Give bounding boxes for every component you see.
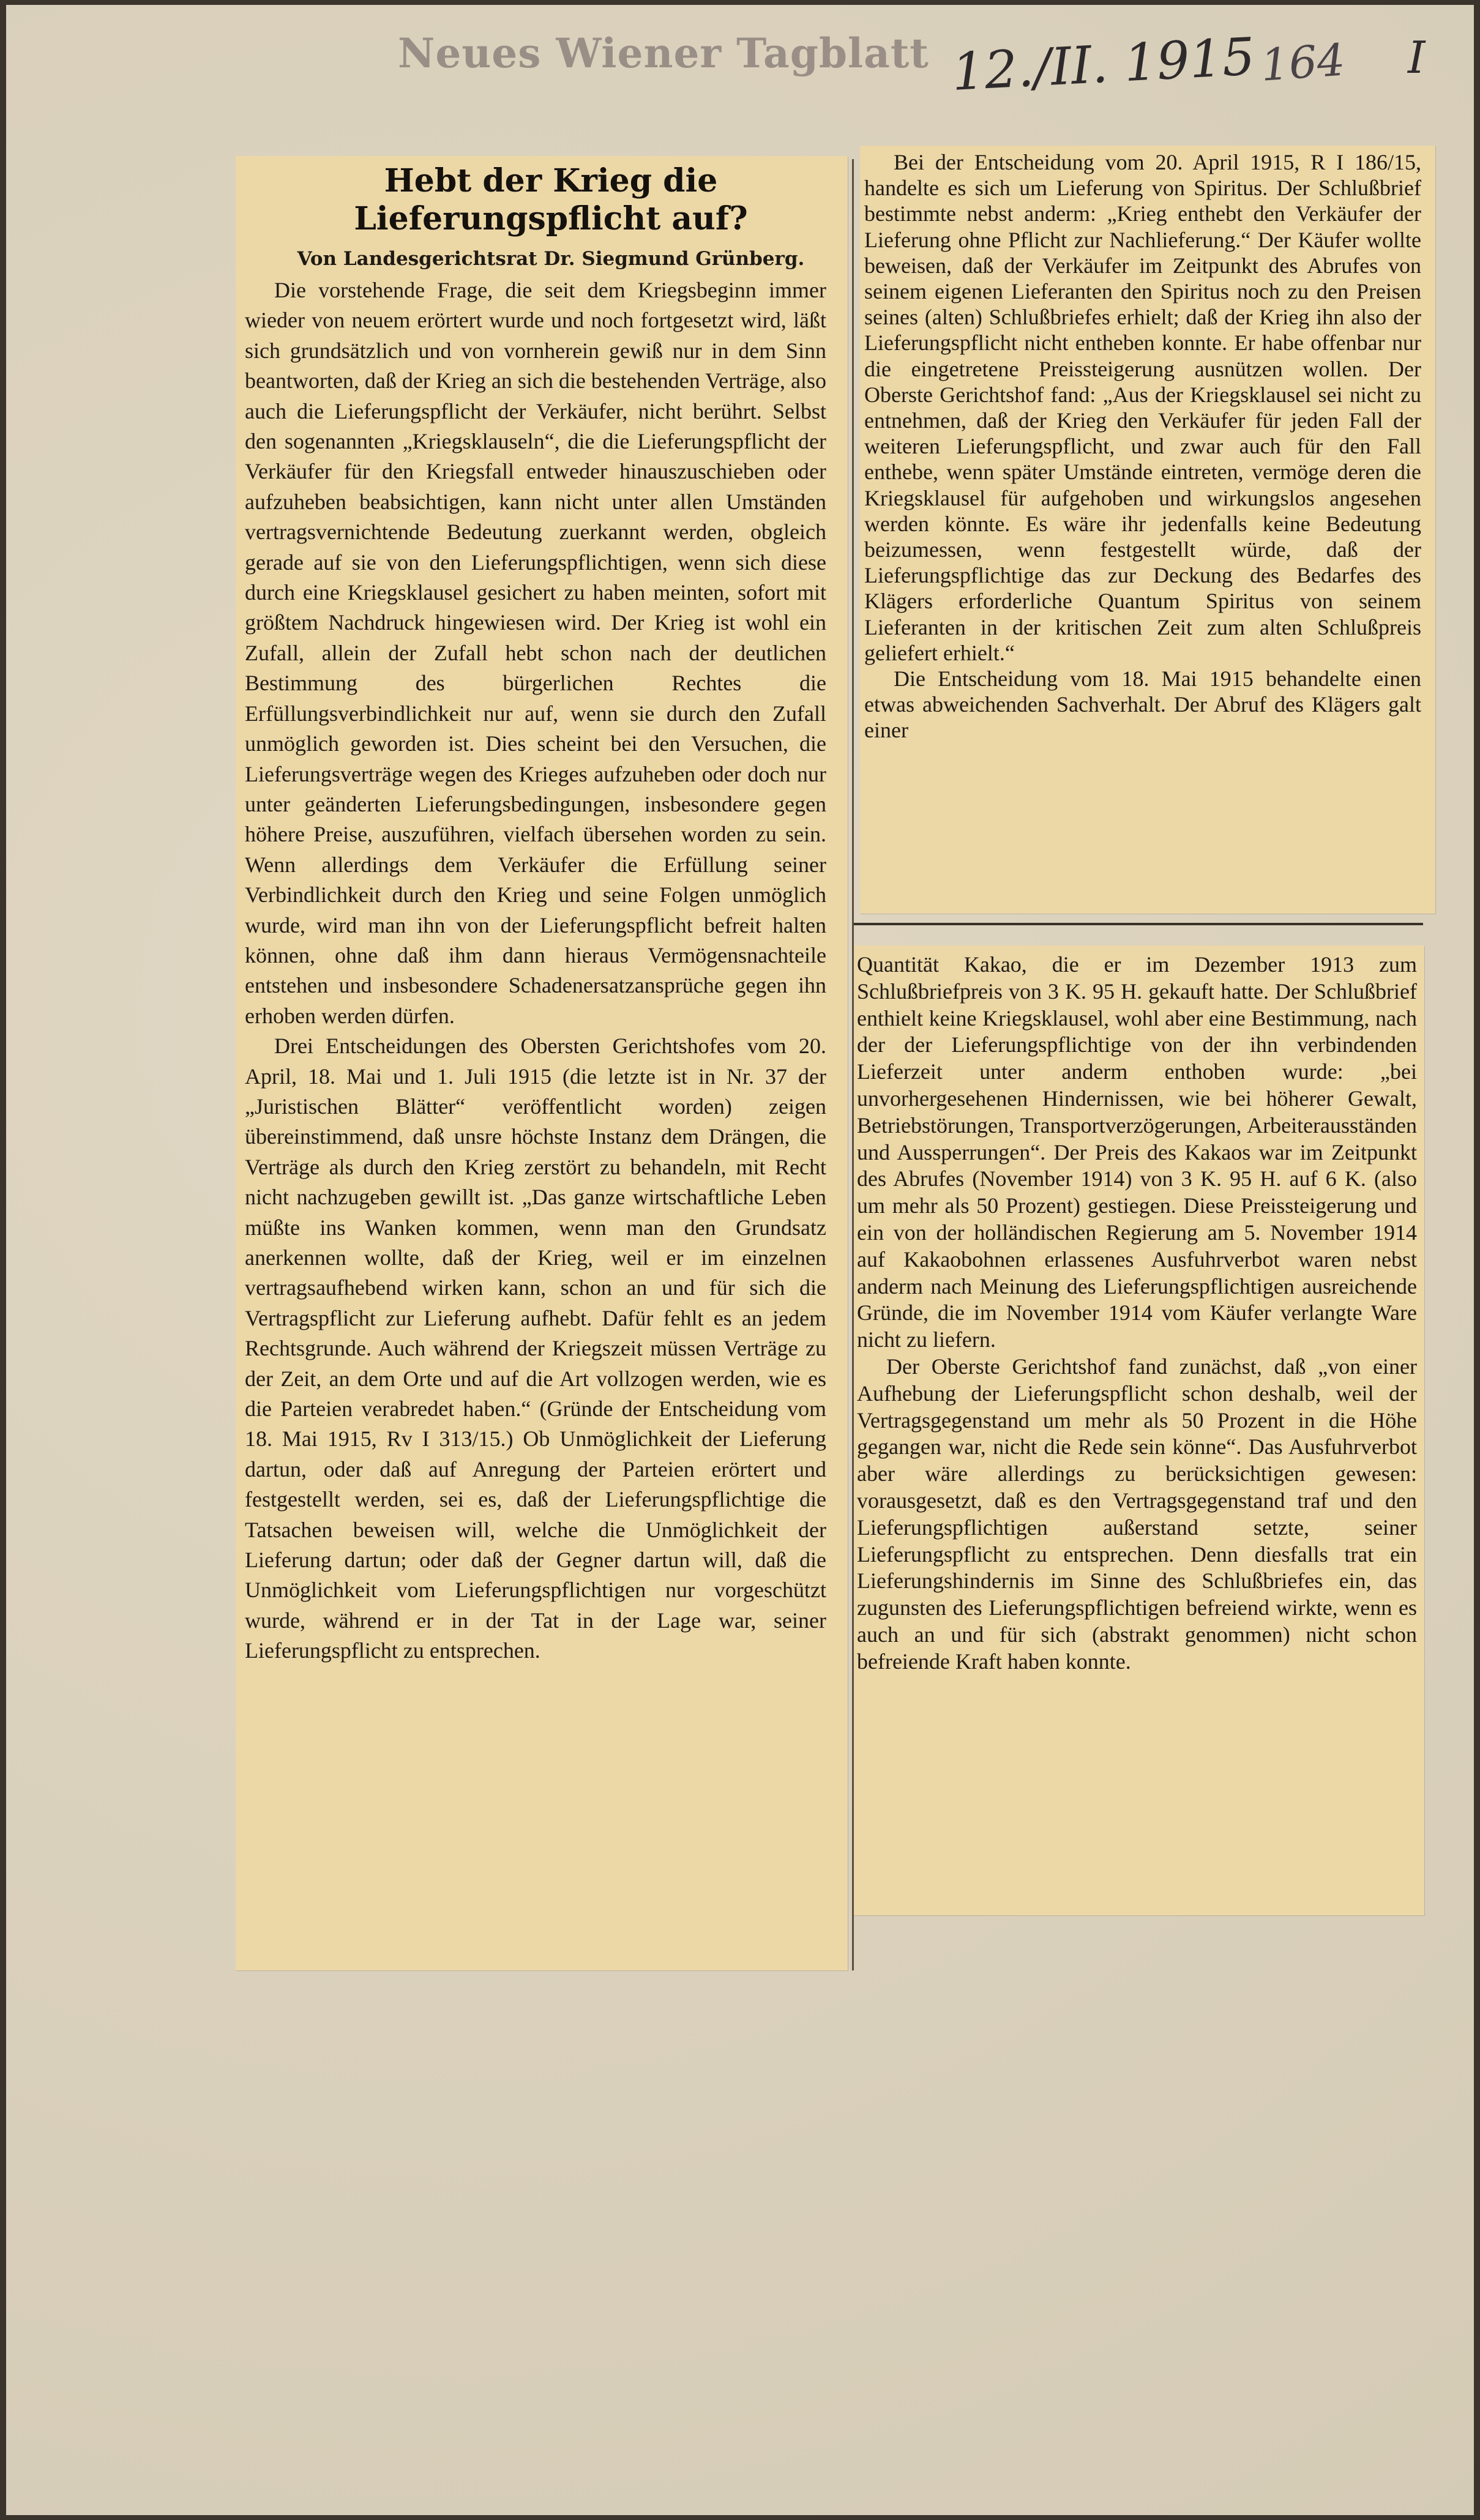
paragraph: Der Oberste Gerichtshof fand zunächst, daß „von einer Aufhebung der Lieferungspflicht schon deshalb, weil der Vertragsgegenstand um mehr als 50 Prozent in die Höhe gegangen war, nicht die Rede sein könne“. Das Ausfuhrverbot aber wäre allerdings zu berücksichtigen gewesen: vorausgesetzt, daß es den Vertragsgegenstand traf und den Lieferungspflichtigen außerstand setzte, seiner Lieferungspflicht zu entsprechen. Denn diesfalls trat ein Lieferungshindernis im Sinne des Schlußbriefes ein, das zugunsten des Lieferungspflichtigen befreiend wirkte, wenn es auch an und für sich (abstrakt genommen) nicht schon befreiende Kraft haben konnte. [857,1354,1417,1674]
newspaper-name-stamp: Neues Wiener Tagblatt [398,29,929,77]
article-right-bottom-column [857,952,1417,1676]
paragraph: Drei Entscheidungen des Obersten Gerichtshofes vom 20. April, 18. Mai und 1. Juli 1915 (die letzte ist in Nr. 37 der „Juristischen Blätter“ veröffentlicht worden) zeigen übereinstimmend, daß unsre höchste Instanz dem Drängen, die Verträge als durch den Krieg zerstört zu behandeln, mit Recht nicht nachzugeben gewillt ist. „Das ganze wirtschaftliche Leben müßte ins Wanken kommen, wenn man den Grundsatz anerkennen wollte, daß der Krieg, weil er im einzelnen vertragsaufhebend wirken kann, schon an und für sich die Vertragspflicht zur Lieferung aufhebt. Dafür fehlt es an jedem Rechtsgrunde. Auch während der Kriegszeit müssen Verträge zu der Zeit, an dem Orte und auf die Art vollzogen werden, wie es die Parteien verabredet haben.“ (Gründe der Entscheidung vom 18. Mai 1915, Rv I 313/15.) Ob Unmöglichkeit der Lieferung dartun, oder daß auf Anregung der Parteien erörtert und festgestellt werden, sei es, daß der Lieferungspflichtige die Tatsachen beweisen will, welche die Unmöglichkeit der Lieferung dartun; oder daß der Gegner dartun will, daß die Unmöglichkeit vom Lieferungspflichtigen nur vorgeschützt wurde, während er in der Tat in der Lage war, seiner Lieferungspflicht zu entsprechen. [245,1034,826,1663]
handwritten-date: 12./II. 1915 [950,26,1257,102]
column-divider [852,159,854,1970]
handwritten-mark: I [1408,32,1426,83]
article-right-top-column [864,149,1421,744]
article-headline: Hebt der Krieg die Lieferungspflicht auf? [354,162,748,237]
article-left-column [245,275,826,1666]
paragraph: Die Entscheidung vom 18. Mai 1915 behandelte einen etwas abweichenden Sachverhalt. Der Abruf des Klägers galt einer [864,666,1421,743]
section-rule [854,923,1423,925]
paragraph: Die vorstehende Frage, die seit dem Kriegsbeginn immer wieder von neuem erörtert wurde und noch fortgesetzt wird, läßt sich grundsätzlich und von vornherein gewiß nur in dem Sinn beantworten, daß der Krieg an sich die bestehenden Verträge, also auch die Lieferungspflicht der Verkäufer, nicht berührt. Selbst den sogenannten „Kriegsklauseln“, die die Lieferungspflicht der Verkäufer für den Kriegsfall entweder hinauszuschieben oder aufzuheben beabsichtigen, kann nicht unter allen Umständen vertragsvernichtende Bedeutung zuerkannt werden, obgleich gerade auf sie von den Lieferungspflichtigen, wenn sich diese durch eine Kriegsklausel gesichert zu haben meinten, sofort mit größtem Nachdruck hingewiesen wird. Der Krieg ist wohl ein Zufall, allein der Zufall hebt schon nach der deutlichen Bestimmung des bürgerlichen Rechtes die Erfüllungsverbindlichkeit nur auf, wenn sie durch den Zufall unmöglich geworden ist. Dies scheint bei den Versuchen, die Lieferungsverträge wegen des Krieges aufzuheben oder doch nur unter geänderten Lieferungsbedingungen, insbesondere gegen höhere Preise, auszuführen, vielfach übersehen worden zu sein. Wenn allerdings dem Verkäufer die Erfüllung seiner Verbindlichkeit durch den Krieg und seine Folgen unmöglich wurde, wird man ihn von der Lieferungspflicht befreit halten können, ohne daß ihm dann hieraus Vermögensnachteile entstehen und insbesondere Schadenersatzansprüche gegen ihn erhoben werden dürfen. [245,278,826,1028]
article-byline: Von Landesgerichtsrat Dr. Siegmund Grünberg. [297,248,805,270]
paragraph: Quantität Kakao, die er im Dezember 1913 zum Schlußbriefpreis von 3 K. 95 H. gekauft hatte. Der Schlußbrief enthielt keine Kriegsklausel, wohl aber eine Bestimmung, nach der der Lieferungspflichtige von der ihn verbindenden Lieferzeit unter anderm enthoben wurde: „bei unvorhergesehenen Hindernissen, wie bei höherer Gewalt, Betriebstörungen, Transportverzögerungen, Arbeiterausständen und Aussperrungen“. Der Preis des Kakaos war im Zeitpunkt des Abrufes (November 1914) von 3 K. 95 H. auf 6 K. (also um mehr als 50 Prozent) gestiegen. Diese Preissteigerung und ein von der holländischen Regierung am 5. November 1914 auf Kakaobohnen erlassenes Ausfuhrverbot waren nebst anderm nach Meinung des Lieferungspflichtigen ausreichende Gründe, die im November 1914 vom Käufer verlangte Ware nicht zu liefern. [857,952,1417,1352]
handwritten-page-number: 164 [1259,34,1347,91]
paragraph: Bei der Entscheidung vom 20. April 1915, R I 186/15, handelte es sich um Lieferung von Spiritus. Der Schlußbrief bestimmte nebst anderm: „Krieg enthebt den Verkäufer der Lieferung ohne Pflicht zur Nachlieferung.“ Der Käufer wollte beweisen, daß der Verkäufer im Zeitpunkt des Abrufes von seinem eigenen Lieferanten den Spiritus noch zu den Preisen seines (alten) Schlußbriefes erhielt; daß der Krieg ihn also der Lieferungspflicht nicht entheben konnte. Er habe offenbar nur die eingetretene Preissteigerung ausnützen wollen. Der Oberste Gerichtshof fand: „Aus der Kriegsklausel sei nicht zu entnehmen, daß der Krieg den Verkäufer für jeden Fall der weiteren Lieferungspflicht, und zwar auch für den Fall enthebe, wenn später Umstände eintreten, vermöge deren die Kriegsklausel für aufgehoben und wirkungslos angesehen werden könnte. Es wäre ihr jedenfalls keine Bedeutung beizumessen, wenn festgestellt würde, daß der Lieferungspflichtige das zur Deckung des Bedarfes des Klägers erforderliche Quantum Spiritus von seinem Lieferanten in der kritischen Zeit zum alten Schlußpreis geliefert erhielt.“ [864,150,1421,665]
